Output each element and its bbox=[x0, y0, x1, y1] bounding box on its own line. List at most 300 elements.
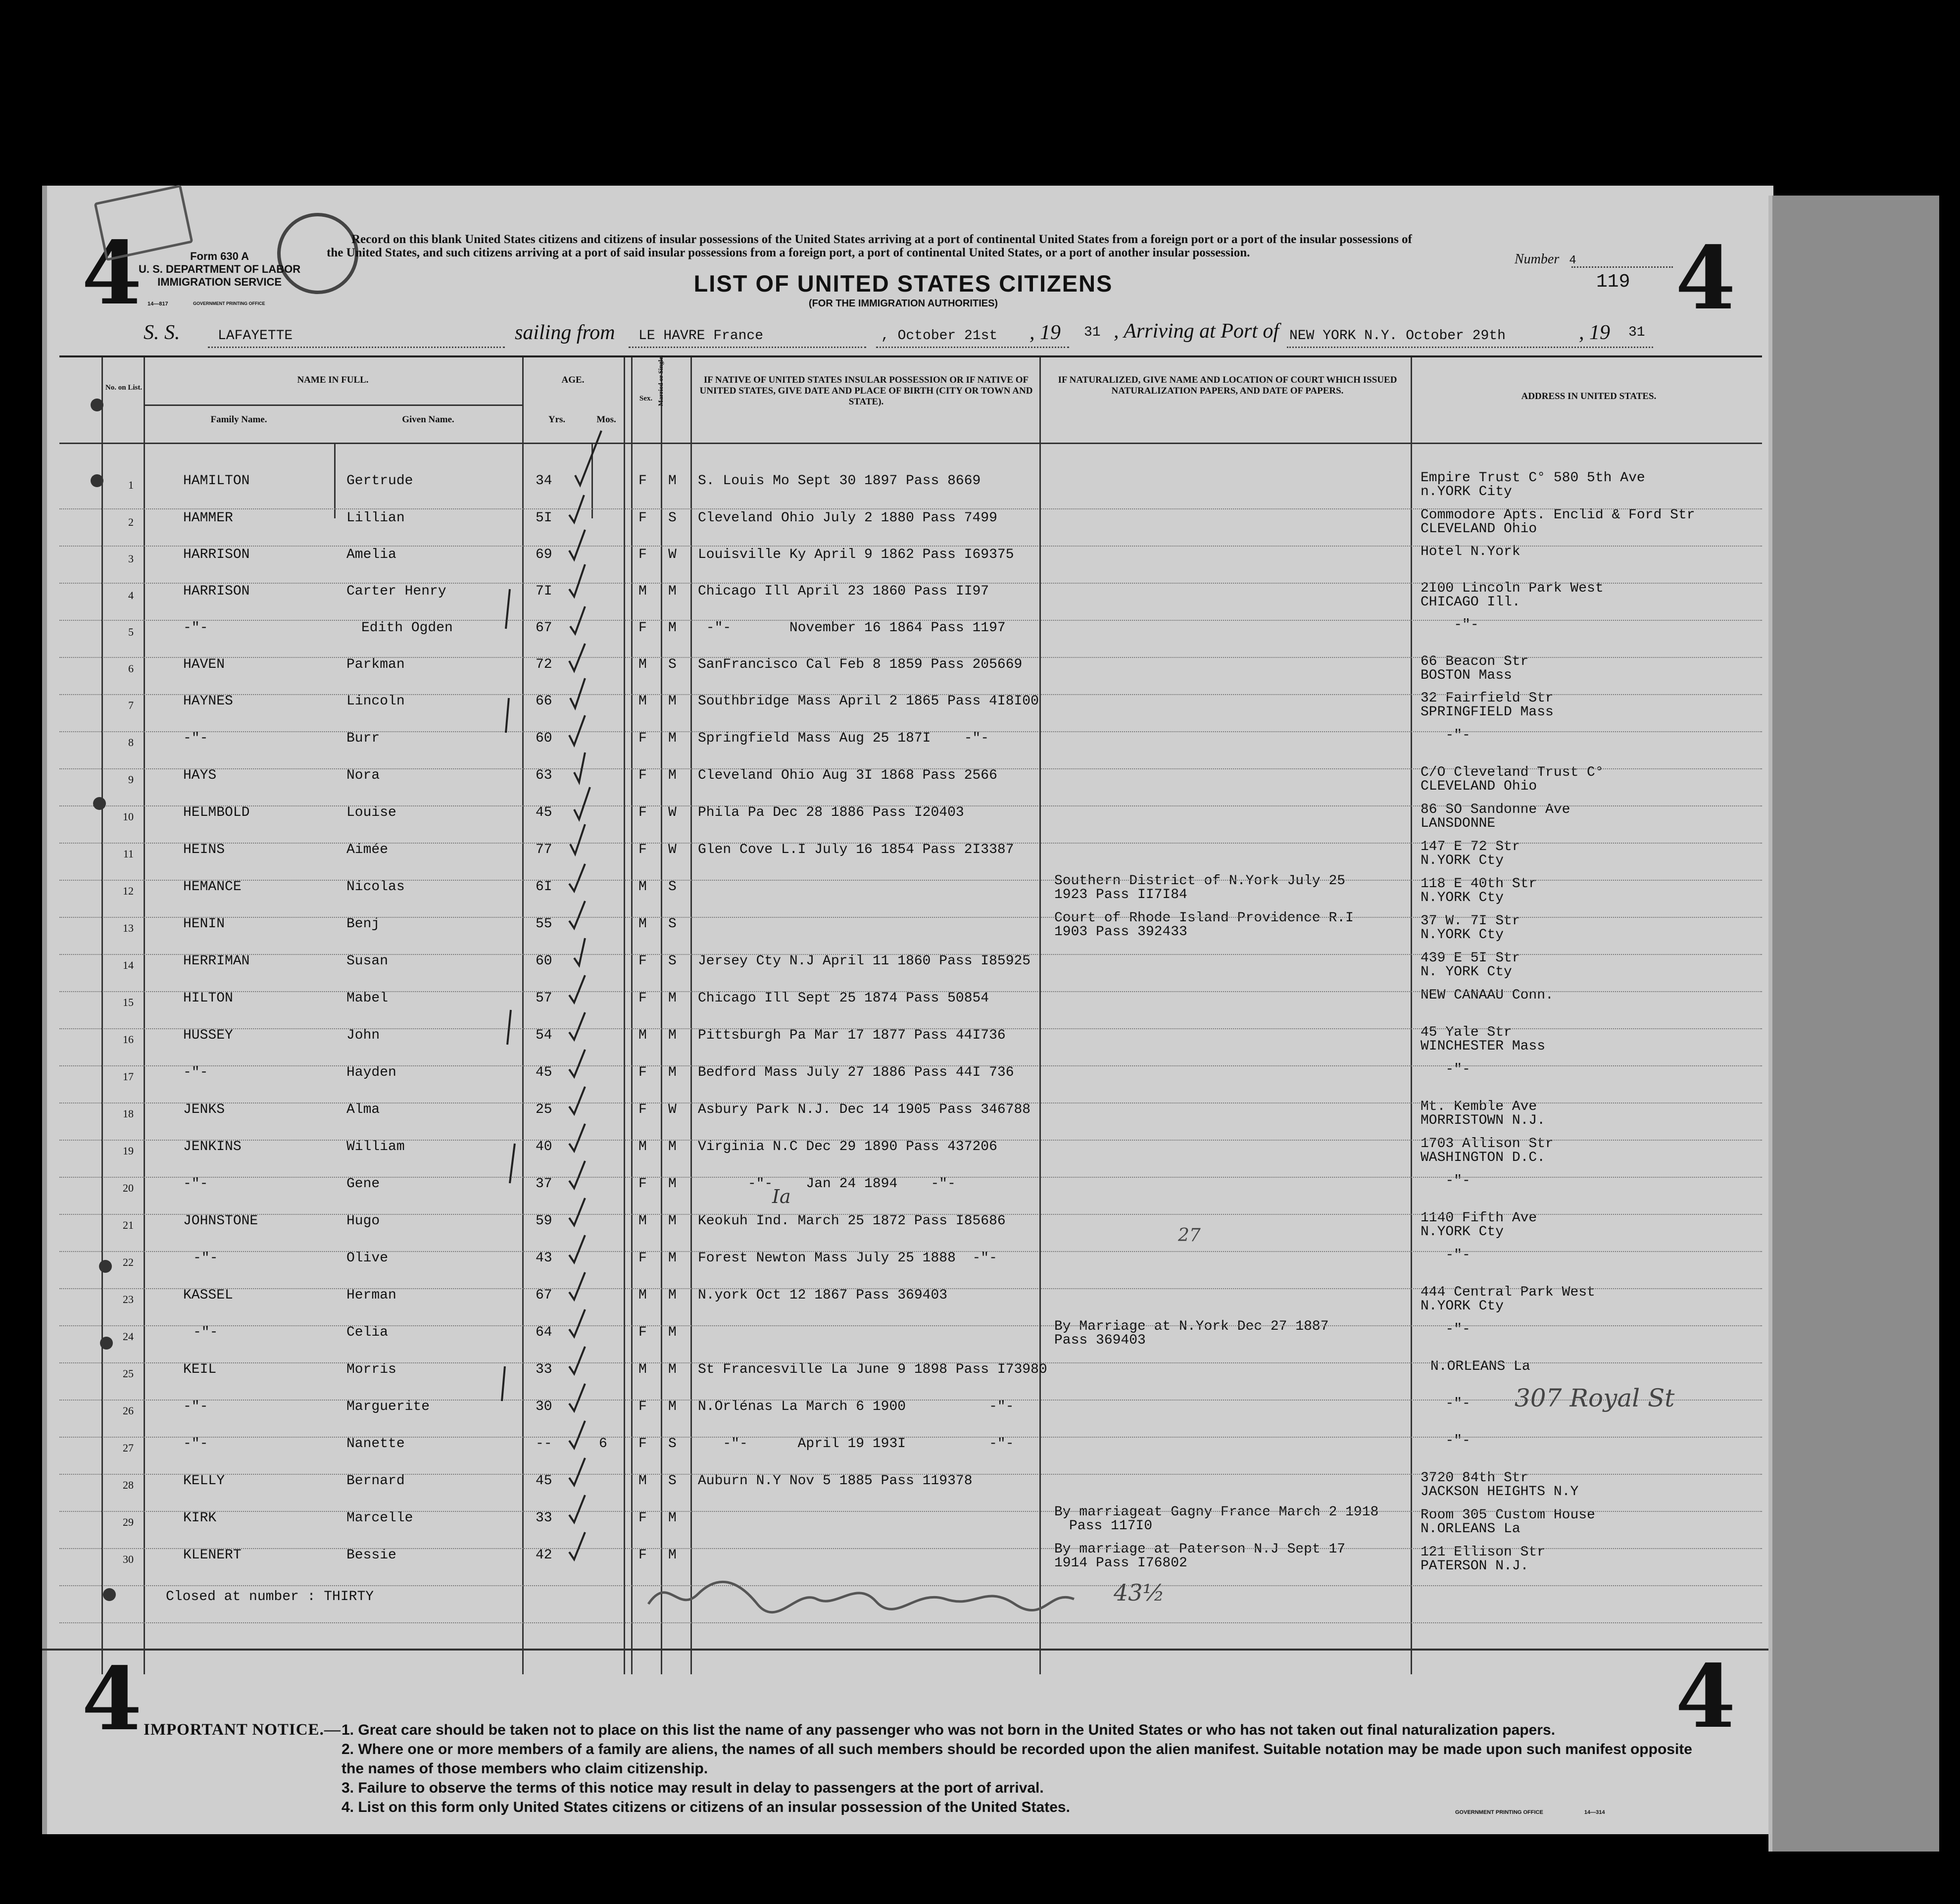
given-name: John bbox=[346, 1028, 380, 1043]
printing-office-mark: GOVERNMENT PRINTING OFFICE bbox=[193, 301, 265, 306]
row-number: 3 bbox=[128, 552, 134, 565]
sex: F bbox=[638, 842, 647, 857]
age-years: -- bbox=[536, 1436, 552, 1452]
marital-status: M bbox=[668, 1213, 677, 1229]
given-name: Herman bbox=[346, 1288, 396, 1303]
family-name: -"- bbox=[183, 731, 208, 746]
naturalization-line-2: 1914 Pass I76802 bbox=[1054, 1555, 1187, 1571]
sex: F bbox=[638, 1436, 647, 1452]
address-line-1: 45 Yale Str bbox=[1421, 1025, 1512, 1040]
number-underline bbox=[1571, 266, 1673, 268]
family-name: KEIL bbox=[183, 1362, 217, 1377]
given-name: Aimée bbox=[346, 842, 389, 857]
address-line-1: 439 E 5I Str bbox=[1421, 951, 1520, 966]
sex: F bbox=[638, 473, 647, 489]
sex: M bbox=[638, 1139, 647, 1154]
departure-date: , October 21st bbox=[881, 328, 998, 344]
family-name: -"- bbox=[183, 620, 208, 636]
table-row bbox=[59, 910, 1762, 954]
address-line-1: -"- bbox=[1421, 1062, 1470, 1077]
given-name: Lillian bbox=[346, 510, 405, 526]
row-rule bbox=[59, 1028, 1762, 1029]
closed-at-number: Closed at number : THIRTY bbox=[166, 1589, 374, 1604]
row-rule bbox=[59, 954, 1762, 955]
table-row bbox=[59, 1248, 1762, 1288]
age-years: 7I bbox=[536, 584, 552, 599]
sex: F bbox=[638, 991, 647, 1006]
address-line-2: N.YORK Cty bbox=[1421, 853, 1504, 868]
table-row bbox=[59, 873, 1762, 917]
row-number: 25 bbox=[123, 1367, 134, 1380]
row-rule bbox=[59, 1140, 1762, 1141]
marital-status: W bbox=[668, 842, 677, 857]
naturalization-line-1: By marriage at Paterson N.J Sept 17 bbox=[1054, 1542, 1346, 1557]
family-name: -"- bbox=[183, 1176, 208, 1192]
birth-place-date: Louisville Ky April 9 1862 Pass I69375 bbox=[698, 547, 1014, 562]
inspector-signature bbox=[638, 1569, 1257, 1624]
table-row bbox=[59, 507, 1762, 548]
table-row bbox=[59, 1099, 1762, 1140]
row-rule bbox=[59, 1437, 1762, 1438]
binding-hole bbox=[103, 1588, 116, 1601]
family-name: -"- bbox=[193, 1325, 218, 1340]
age-years: 60 bbox=[536, 953, 552, 969]
arrival-underline bbox=[1287, 347, 1653, 348]
sex: F bbox=[638, 1325, 647, 1340]
address-line-1: Commodore Apts. Enclid & Ford Str bbox=[1421, 507, 1695, 523]
table-row bbox=[59, 728, 1762, 768]
row-number: 14 bbox=[123, 959, 134, 971]
row-number: 9 bbox=[128, 773, 134, 786]
arriving-label: , Arriving at Port of bbox=[1114, 320, 1279, 343]
notice-divider bbox=[42, 1649, 1768, 1651]
notice-item: 3. Failure to observe the terms of this notice may result in delay to passengers at the port of arrival. bbox=[342, 1780, 1044, 1796]
address-line-2: LANSDONNE bbox=[1421, 816, 1496, 831]
header-address: ADDRESS IN UNITED STATES. bbox=[1521, 391, 1657, 401]
naturalization-line-1: By Marriage at N.York Dec 27 1887 bbox=[1054, 1319, 1329, 1334]
family-name: KASSEL bbox=[183, 1288, 233, 1303]
adjacent-page-edge bbox=[1768, 196, 1939, 1852]
table-row bbox=[59, 1062, 1762, 1102]
date-underline bbox=[876, 347, 1069, 348]
marital-status: M bbox=[668, 1288, 677, 1303]
row-rule bbox=[59, 583, 1762, 584]
age-years: 45 bbox=[536, 1065, 552, 1080]
row-rule bbox=[59, 1362, 1762, 1363]
row-number: 2 bbox=[128, 516, 134, 528]
given-name: Nora bbox=[346, 768, 380, 783]
row-number: 8 bbox=[128, 736, 134, 749]
header-sex: Sex. bbox=[639, 395, 653, 402]
marital-status: M bbox=[668, 694, 677, 709]
naturalization-line-1: Southern District of N.York July 25 bbox=[1054, 873, 1346, 889]
age-years: 6I bbox=[536, 879, 552, 895]
sex: F bbox=[638, 805, 647, 820]
sex: F bbox=[638, 547, 647, 562]
notice-item: 2. Where one or more members of a family are aliens, the names of all such members should be recorded upon the alien manifest. Suitable notation may be made upon such manifest opposite the names of those members who claim citizenship. bbox=[342, 1741, 1692, 1777]
family-name: KIRK bbox=[183, 1510, 217, 1526]
number-label: Number bbox=[1515, 251, 1560, 267]
age-years: 67 bbox=[536, 1288, 552, 1303]
departure-year-prefix: , 19 bbox=[1029, 321, 1061, 344]
port-underline bbox=[629, 347, 866, 348]
given-name: Parkman bbox=[346, 657, 405, 672]
naturalization-line-2: Pass 369403 bbox=[1054, 1333, 1146, 1348]
birth-place-date: Keokuh Ind. March 25 1872 Pass I85686 bbox=[698, 1213, 1006, 1229]
age-years: 54 bbox=[536, 1028, 552, 1043]
address-line-1: 86 SO Sandonne Ave bbox=[1421, 802, 1570, 817]
family-name: -"- bbox=[183, 1436, 208, 1452]
address-line-1: 2I00 Lincoln Park West bbox=[1421, 581, 1604, 596]
age-years: 63 bbox=[536, 768, 552, 783]
row-number: 20 bbox=[123, 1182, 134, 1194]
age-years: 64 bbox=[536, 1325, 552, 1340]
family-name: -"- bbox=[183, 1065, 208, 1080]
table-row bbox=[59, 1136, 1762, 1177]
family-name: -"- bbox=[183, 1399, 208, 1414]
birth-place-date: Asbury Park N.J. Dec 14 1905 Pass 346788 bbox=[698, 1102, 1031, 1117]
table-row bbox=[59, 1504, 1762, 1548]
row-number: 15 bbox=[123, 996, 134, 1008]
age-years: 34 bbox=[536, 473, 552, 489]
address-line-2: n.YORK City bbox=[1421, 484, 1512, 500]
birth-place-date: Cleveland Ohio Aug 3I 1868 Pass 2566 bbox=[698, 768, 997, 783]
marital-status: S bbox=[668, 1473, 677, 1489]
family-name: HARRISON bbox=[183, 584, 250, 599]
header-family-name: Family Name. bbox=[210, 414, 267, 425]
naturalization-line-2: Pass 117I0 bbox=[1069, 1518, 1153, 1534]
age-years: 42 bbox=[536, 1548, 552, 1563]
address-line-1: 121 Ellison Str bbox=[1421, 1545, 1546, 1560]
address-line-2: N.ORLEANS La bbox=[1421, 1521, 1520, 1537]
sex: F bbox=[638, 620, 647, 636]
sex: M bbox=[638, 879, 647, 895]
handwritten-state-correction: Ia bbox=[772, 1186, 791, 1207]
age-years: 66 bbox=[536, 694, 552, 709]
family-name: HEMANCE bbox=[183, 879, 242, 895]
address-line-1: -"- bbox=[1421, 1322, 1470, 1337]
birth-place-date: Virginia N.C Dec 29 1890 Pass 437206 bbox=[698, 1139, 997, 1154]
binding-hole bbox=[100, 1337, 113, 1350]
address-line-1: -"- bbox=[1421, 1396, 1470, 1411]
address-line-2: JACKSON HEIGHTS N.Y bbox=[1421, 1484, 1579, 1500]
marital-status: M bbox=[668, 620, 677, 636]
handwritten-address-note: 307 Royal St bbox=[1515, 1384, 1675, 1412]
birth-place-date: N.york Oct 12 1867 Pass 369403 bbox=[698, 1288, 948, 1303]
sex: F bbox=[638, 1102, 647, 1117]
given-name: Nanette bbox=[346, 1436, 405, 1452]
footer-printing-office bbox=[1455, 1809, 1605, 1815]
address-line-1: -"- bbox=[1421, 1248, 1470, 1263]
birth-place-date: Jersey Cty N.J April 11 1860 Pass I85925 bbox=[698, 953, 1031, 969]
marital-status: S bbox=[668, 510, 677, 526]
table-row bbox=[59, 654, 1762, 695]
age-years: 5I bbox=[536, 510, 552, 526]
arrival-year-prefix: , 19 bbox=[1579, 321, 1610, 344]
birth-place-date: St Francesville La June 9 1898 Pass I73980 bbox=[698, 1362, 1047, 1377]
marital-status: M bbox=[668, 1548, 677, 1563]
row-rule bbox=[59, 1548, 1762, 1549]
notice-heading: IMPORTANT NOTICE.— bbox=[144, 1721, 341, 1739]
row-number: 21 bbox=[123, 1219, 134, 1231]
header-native-birthplace: IF NATIVE OF UNITED STATES INSULAR POSSESSION OR IF NATIVE OF UNITED STATES, GIVE DATE AND PLACE OF BIRTH (CITY OR TOWN AND STATE). bbox=[699, 375, 1033, 407]
birth-place-date: Pittsburgh Pa Mar 17 1877 Pass 44I736 bbox=[698, 1028, 1006, 1043]
voyage-line bbox=[144, 321, 1693, 349]
row-rule bbox=[59, 1177, 1762, 1178]
service-name: IMMIGRATION SERVICE bbox=[157, 276, 282, 288]
row-rule bbox=[59, 546, 1762, 547]
given-name: Marcelle bbox=[346, 1510, 413, 1526]
row-number: 27 bbox=[123, 1442, 134, 1454]
row-number: 19 bbox=[123, 1145, 134, 1157]
given-name: Bessie bbox=[346, 1548, 396, 1563]
footer-form-code: 14—314 bbox=[1584, 1809, 1605, 1815]
table-row bbox=[59, 839, 1762, 880]
list-number bbox=[1515, 251, 1576, 267]
table-row bbox=[59, 1210, 1762, 1251]
address-line-2: SPRINGFIELD Mass bbox=[1421, 704, 1554, 720]
signature-note: 43½ bbox=[1114, 1579, 1165, 1606]
marital-status: M bbox=[668, 768, 677, 783]
row-number: 13 bbox=[123, 922, 134, 934]
row-number: 23 bbox=[123, 1293, 134, 1305]
naturalization-line-1: Court of Rhode Island Providence R.I bbox=[1054, 910, 1354, 926]
birth-place-date: Chicago Ill April 23 1860 Pass II97 bbox=[698, 584, 989, 599]
arrival-port-date: NEW YORK N.Y. October 29th bbox=[1289, 328, 1506, 344]
table-row bbox=[59, 1285, 1762, 1325]
sex: F bbox=[638, 1251, 647, 1266]
given-name: William bbox=[346, 1139, 405, 1154]
row-rule bbox=[59, 1325, 1762, 1326]
marital-status: M bbox=[668, 1399, 677, 1414]
row-number: 29 bbox=[123, 1516, 134, 1528]
departure-port: LE HAVRE France bbox=[638, 328, 764, 344]
department-name: U. S. DEPARTMENT OF LABOR bbox=[139, 263, 301, 275]
given-name: Susan bbox=[346, 953, 389, 969]
given-name: Carter Henry bbox=[346, 584, 446, 599]
table-row bbox=[59, 1433, 1762, 1474]
row-number: 28 bbox=[123, 1479, 134, 1491]
number-value: 4 bbox=[1569, 254, 1576, 267]
sex: M bbox=[638, 657, 647, 672]
header-age: AGE. bbox=[561, 375, 585, 385]
sex: F bbox=[638, 1399, 647, 1414]
given-name: Bernard bbox=[346, 1473, 405, 1489]
row-rule bbox=[59, 917, 1762, 918]
page-number: 119 bbox=[1596, 271, 1630, 293]
age-years: 40 bbox=[536, 1139, 552, 1154]
row-number: 5 bbox=[128, 626, 134, 638]
given-name: Edith Ogden bbox=[361, 620, 453, 636]
address-line-1: N.ORLEANS La bbox=[1430, 1359, 1530, 1374]
age-years: 57 bbox=[536, 991, 552, 1006]
table-row bbox=[59, 765, 1762, 805]
header-given-name: Given Name. bbox=[402, 414, 454, 425]
table-row bbox=[59, 1359, 1762, 1400]
birth-place-date: Bedford Mass July 27 1886 Pass 44I 736 bbox=[698, 1065, 1014, 1080]
table-row bbox=[59, 691, 1762, 731]
handwritten-page-tally: 27 bbox=[1178, 1225, 1201, 1246]
birth-place-date: Glen Cove L.I July 16 1854 Pass 2I3387 bbox=[698, 842, 1014, 857]
family-name: KLENERT bbox=[183, 1548, 242, 1563]
header-name-in-full: NAME IN FULL. bbox=[297, 375, 369, 385]
row-number: 22 bbox=[123, 1256, 134, 1268]
address-line-2: PATERSON N.J. bbox=[1421, 1558, 1529, 1574]
address-line-1: -"- bbox=[1421, 728, 1470, 743]
family-name: HAMMER bbox=[183, 510, 233, 526]
birth-place-date: Auburn N.Y Nov 5 1885 Pass 119378 bbox=[698, 1473, 973, 1489]
corner-number-bottom-right: 4 bbox=[1675, 1646, 1736, 1748]
address-line-2: CLEVELAND Ohio bbox=[1421, 779, 1537, 794]
arrival-year: 31 bbox=[1628, 325, 1645, 340]
family-name: HAYNES bbox=[183, 694, 233, 709]
address-line-1: -"- bbox=[1421, 1173, 1470, 1189]
row-rule bbox=[59, 1474, 1762, 1475]
address-line-1: 37 W. 7I Str bbox=[1421, 913, 1520, 929]
birth-place-date: Springfield Mass Aug 25 187I -"- bbox=[698, 731, 989, 746]
age-years: 33 bbox=[536, 1510, 552, 1526]
family-name: HAVEN bbox=[183, 657, 225, 672]
header-rule bbox=[144, 404, 522, 406]
birth-place-date: -"- November 16 1864 Pass 1197 bbox=[698, 620, 1006, 636]
given-name: Benj bbox=[346, 916, 380, 932]
family-name: HAMILTON bbox=[183, 473, 250, 489]
marital-status: W bbox=[668, 805, 677, 820]
row-rule bbox=[59, 1511, 1762, 1512]
given-name: Alma bbox=[346, 1102, 380, 1117]
address-line-1: -"- bbox=[1421, 1433, 1470, 1449]
corner-number-top-right: 4 bbox=[1675, 228, 1736, 329]
address-line-2: BOSTON Mass bbox=[1421, 668, 1512, 683]
age-years: 25 bbox=[536, 1102, 552, 1117]
row-number: 1 bbox=[128, 479, 134, 491]
row-number: 30 bbox=[123, 1553, 134, 1565]
address-line-2: N.YORK Cty bbox=[1421, 1299, 1504, 1314]
address-line-1: Empire Trust C° 580 5th Ave bbox=[1421, 470, 1645, 486]
row-number: 16 bbox=[123, 1033, 134, 1046]
address-line-1: 147 E 72 Str bbox=[1421, 839, 1520, 854]
naturalization-line-2: 1903 Pass 392433 bbox=[1054, 924, 1187, 940]
address-line-1: Room 305 Custom House bbox=[1421, 1507, 1595, 1523]
address-line-1: 1703 Allison Str bbox=[1421, 1136, 1554, 1152]
age-years: 45 bbox=[536, 805, 552, 820]
row-rule bbox=[59, 508, 1762, 509]
address-line-1: Hotel N.York bbox=[1421, 544, 1520, 559]
header-married-single: Married or Single. bbox=[657, 355, 664, 406]
row-number: 26 bbox=[123, 1404, 134, 1417]
row-number: 18 bbox=[123, 1107, 134, 1120]
row-rule bbox=[59, 1102, 1762, 1103]
sailing-label: sailing from bbox=[515, 321, 615, 344]
marital-status: M bbox=[668, 1065, 677, 1080]
binding-hole bbox=[91, 399, 103, 411]
birth-place-date: Cleveland Ohio July 2 1880 Pass 7499 bbox=[698, 510, 997, 526]
age-years: 69 bbox=[536, 547, 552, 562]
table-row bbox=[59, 617, 1762, 658]
age-years: 30 bbox=[536, 1399, 552, 1414]
birth-place-date: -"- April 19 193I -"- bbox=[698, 1436, 1014, 1452]
notice-item: 4. List on this form only United States citizens or citizens of an insular possession of the United States. bbox=[342, 1799, 1070, 1815]
row-number: 17 bbox=[123, 1070, 134, 1083]
header-naturalized: IF NATURALIZED, GIVE NAME AND LOCATION OF COURT WHICH ISSUED NATURALIZATION PAPERS, AND DATE OF PAPERS. bbox=[1058, 375, 1397, 396]
marital-status: W bbox=[668, 1102, 677, 1117]
birth-place-date: -"- Jan 24 1894 -"- bbox=[698, 1176, 956, 1192]
row-rule bbox=[59, 620, 1762, 621]
row-rule bbox=[59, 768, 1762, 769]
notice-item: 1. Great care should be taken not to place on this list the name of any passenger who was not born in the United States or who has not taken out final naturalization papers. bbox=[342, 1722, 1556, 1738]
address-line-2: CHICAGO Ill. bbox=[1421, 595, 1520, 610]
marital-status: M bbox=[668, 473, 677, 489]
marital-status: W bbox=[668, 547, 677, 562]
family-name: -"- bbox=[193, 1251, 218, 1266]
page-subtitle: (FOR THE IMMIGRATION AUTHORITIES) bbox=[808, 298, 998, 309]
age-years: 60 bbox=[536, 731, 552, 746]
age-years: 33 bbox=[536, 1362, 552, 1377]
row-rule bbox=[59, 1288, 1762, 1289]
birth-place-date: Southbridge Mass April 2 1865 Pass 4I8I00 bbox=[698, 694, 1039, 709]
marital-status: M bbox=[668, 1139, 677, 1154]
row-number: 24 bbox=[123, 1330, 134, 1343]
row-rule bbox=[59, 805, 1762, 806]
ship-name: LAFAYETTE bbox=[218, 328, 293, 344]
form-number: Form 630 A bbox=[190, 250, 249, 262]
corner-number-top-left: 4 bbox=[82, 223, 142, 324]
table-row bbox=[59, 581, 1762, 621]
table-row bbox=[59, 544, 1762, 585]
inspector-check-marks bbox=[554, 416, 638, 1634]
row-rule bbox=[59, 694, 1762, 695]
family-name: HERRIMAN bbox=[183, 953, 250, 969]
row-rule bbox=[59, 991, 1762, 992]
given-name: Lincoln bbox=[346, 694, 405, 709]
header-years: Yrs. bbox=[548, 414, 566, 425]
given-name: Marguerite bbox=[346, 1399, 430, 1414]
birth-place-date: Forest Newton Mass July 25 1888 -"- bbox=[698, 1251, 997, 1266]
birth-place-date: SanFrancisco Cal Feb 8 1859 Pass 205669 bbox=[698, 657, 1023, 672]
row-rule bbox=[59, 731, 1762, 732]
sex: F bbox=[638, 731, 647, 746]
marital-status: S bbox=[668, 657, 677, 672]
family-name: HUSSEY bbox=[183, 1028, 233, 1043]
row-rule bbox=[59, 1251, 1762, 1252]
sex: F bbox=[638, 768, 647, 783]
table-row bbox=[59, 470, 1762, 511]
birth-place-date: Chicago Ill Sept 25 1874 Pass 50854 bbox=[698, 991, 989, 1006]
marital-status: M bbox=[668, 1325, 677, 1340]
address-line-1: C/O Cleveland Trust C° bbox=[1421, 765, 1604, 780]
row-number: 11 bbox=[123, 848, 134, 860]
age-years: 59 bbox=[536, 1213, 552, 1229]
given-name: Gertrude bbox=[346, 473, 413, 489]
table-row bbox=[59, 1470, 1762, 1511]
sex: M bbox=[638, 694, 647, 709]
ship-underline bbox=[208, 347, 505, 348]
marital-status: M bbox=[668, 1028, 677, 1043]
table-row bbox=[59, 951, 1762, 991]
passenger-table bbox=[59, 355, 1762, 1625]
row-rule bbox=[59, 1400, 1762, 1401]
sex: F bbox=[638, 1065, 647, 1080]
given-name: Nicolas bbox=[346, 879, 405, 895]
sex: M bbox=[638, 1213, 647, 1229]
row-number: 4 bbox=[128, 589, 134, 601]
address-line-1: 444 Central Park West bbox=[1421, 1285, 1595, 1300]
age-years: 37 bbox=[536, 1176, 552, 1192]
sex: F bbox=[638, 1510, 647, 1526]
form-code: 14—817 bbox=[147, 301, 168, 307]
binding-hole bbox=[91, 474, 103, 487]
marital-status: M bbox=[668, 1251, 677, 1266]
